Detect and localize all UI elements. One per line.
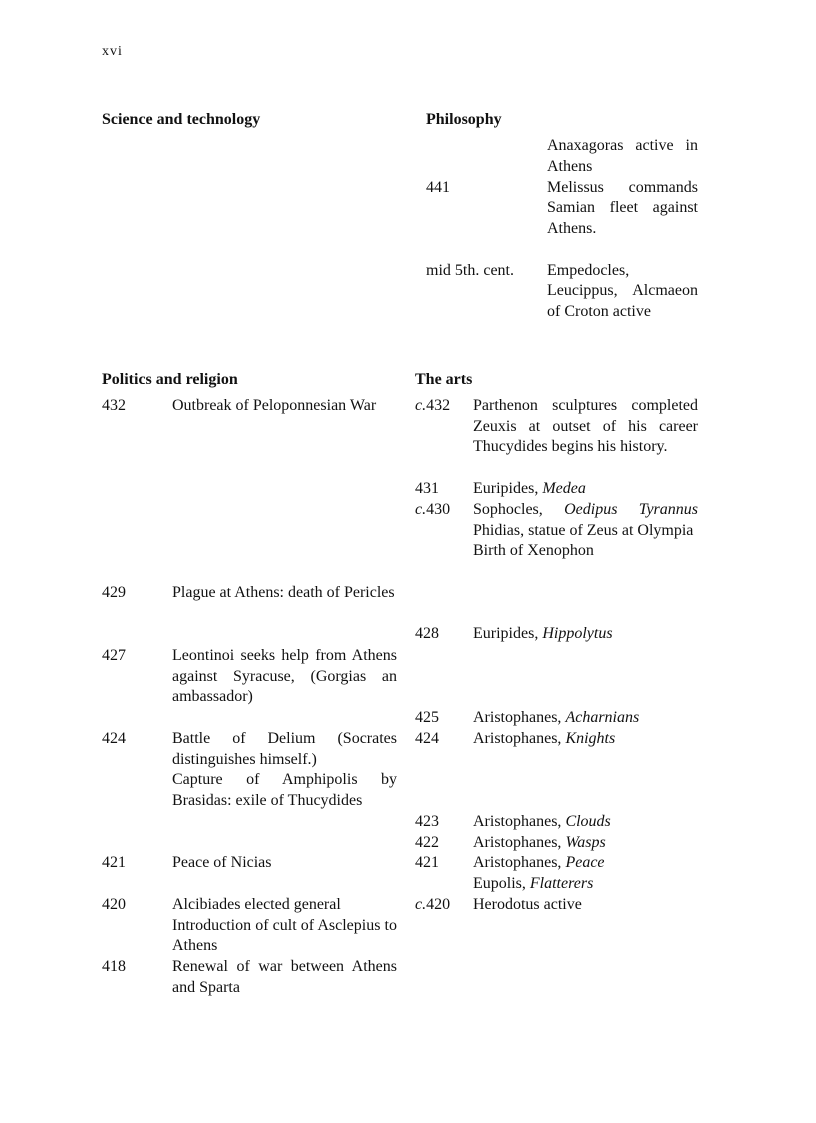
entry-author: Aristophanes, xyxy=(473,813,566,830)
entry-text: Renewal of war between Athens and Sparta xyxy=(172,958,397,996)
entry-text: Herodotus active xyxy=(473,896,582,913)
entry-text xyxy=(473,729,698,750)
entry-date xyxy=(415,895,450,916)
entry-date: 423 xyxy=(415,813,439,830)
entry-date: mid 5th. cent. xyxy=(426,261,514,279)
entry-text xyxy=(473,853,698,894)
entry-text-line xyxy=(473,874,698,895)
entry-date: 427 xyxy=(102,647,126,664)
entry-text xyxy=(473,479,698,500)
work-title: Knights xyxy=(565,730,616,747)
entry-date: 432 xyxy=(102,397,126,414)
entry-author: Aristophanes, xyxy=(473,854,566,871)
entry-text xyxy=(473,812,698,833)
work-title: Oedipus Tyrannus xyxy=(564,501,698,518)
heading-politics: Politics and religion xyxy=(102,371,238,388)
work-title: Hippolytus xyxy=(542,625,613,642)
entry-text: Anaxagoras active in Athens xyxy=(547,137,698,175)
entry-text: Melissus commands Samian fleet against Athens. xyxy=(547,178,698,237)
entry-text-line: Birth of Xenophon xyxy=(473,542,594,560)
entry-date xyxy=(415,500,450,521)
page-number: xvi xyxy=(102,44,123,59)
entry-author: Aristophanes, xyxy=(473,834,566,851)
heading-philosophy: Philosophy xyxy=(426,111,502,128)
entry-text-line: Alcibiades elected general xyxy=(172,896,341,913)
entry-date: 441 xyxy=(426,178,450,196)
entry-text: Peace of Nicias xyxy=(172,854,272,871)
entry-year: 432 xyxy=(426,397,451,414)
entry-text-line xyxy=(473,853,698,874)
entry-date: 425 xyxy=(415,709,439,726)
entry-date: 431 xyxy=(415,480,439,497)
entry-text xyxy=(473,500,698,562)
entry-text-line xyxy=(473,500,698,541)
entry-author: Aristophanes, xyxy=(473,709,566,726)
entry-author: Euripides, xyxy=(473,480,543,497)
entry-text: Leontinoi seeks help from Athens against Syracuse, (Gorgias an ambassador) xyxy=(172,647,397,706)
work-title: Wasps xyxy=(565,834,606,851)
entry-author: Sophocles, xyxy=(473,501,565,518)
work-title: Medea xyxy=(542,480,586,497)
circa-mark: c. xyxy=(415,896,427,913)
work-title: Peace xyxy=(565,854,605,871)
entry-date: 429 xyxy=(102,584,126,601)
entry-date: 421 xyxy=(415,854,439,871)
work-title: Acharnians xyxy=(565,709,640,726)
entry-text: Empedocles, Leucippus, Alcmaeon of Croton active xyxy=(547,261,698,320)
entry-date xyxy=(415,396,450,417)
work-title: Clouds xyxy=(565,813,611,830)
entry-date: 422 xyxy=(415,834,439,851)
entry-date: 424 xyxy=(102,730,126,747)
heading-science: Science and technology xyxy=(102,111,261,128)
entry-text-line: Battle of Delium (Socrates distinguishes himself.) xyxy=(172,730,397,768)
entry-date: 424 xyxy=(415,730,439,747)
entry-author: Eupolis, xyxy=(473,874,530,892)
entry-text xyxy=(473,624,698,645)
entry-year: 420 xyxy=(426,896,451,913)
entry-year: 430 xyxy=(426,501,451,518)
entry-text xyxy=(172,895,397,957)
entry-author: Aristophanes, xyxy=(473,730,566,747)
entry-rest: Phidias, statue of Zeus at Olympia xyxy=(473,521,694,539)
entry-date: 428 xyxy=(415,625,439,642)
entry-date: 418 xyxy=(102,958,126,975)
entry-date: 421 xyxy=(102,854,126,871)
entry-text: Outbreak of Peloponnesian War xyxy=(172,397,377,414)
entry-text xyxy=(172,729,397,812)
circa-mark: c. xyxy=(415,397,427,414)
entry-date: 420 xyxy=(102,896,126,913)
work-title: Flatterers xyxy=(529,874,594,892)
entry-text: Plague at Athens: death of Pericles xyxy=(172,584,395,601)
entry-text: Parthenon sculptures completed Zeuxis at outset of his career Thucydides begins his history. xyxy=(473,397,698,456)
entry-text xyxy=(473,833,698,854)
entry-author: Euripides, xyxy=(473,625,543,642)
circa-mark: c. xyxy=(415,501,427,518)
entry-text-line: Capture of Amphipolis by Brasidas: exile of Thucydides xyxy=(172,771,397,810)
heading-arts: The arts xyxy=(415,371,473,388)
entry-text xyxy=(473,708,698,729)
entry-text-line: Introduction of cult of Asclepius to Athens xyxy=(172,916,397,955)
